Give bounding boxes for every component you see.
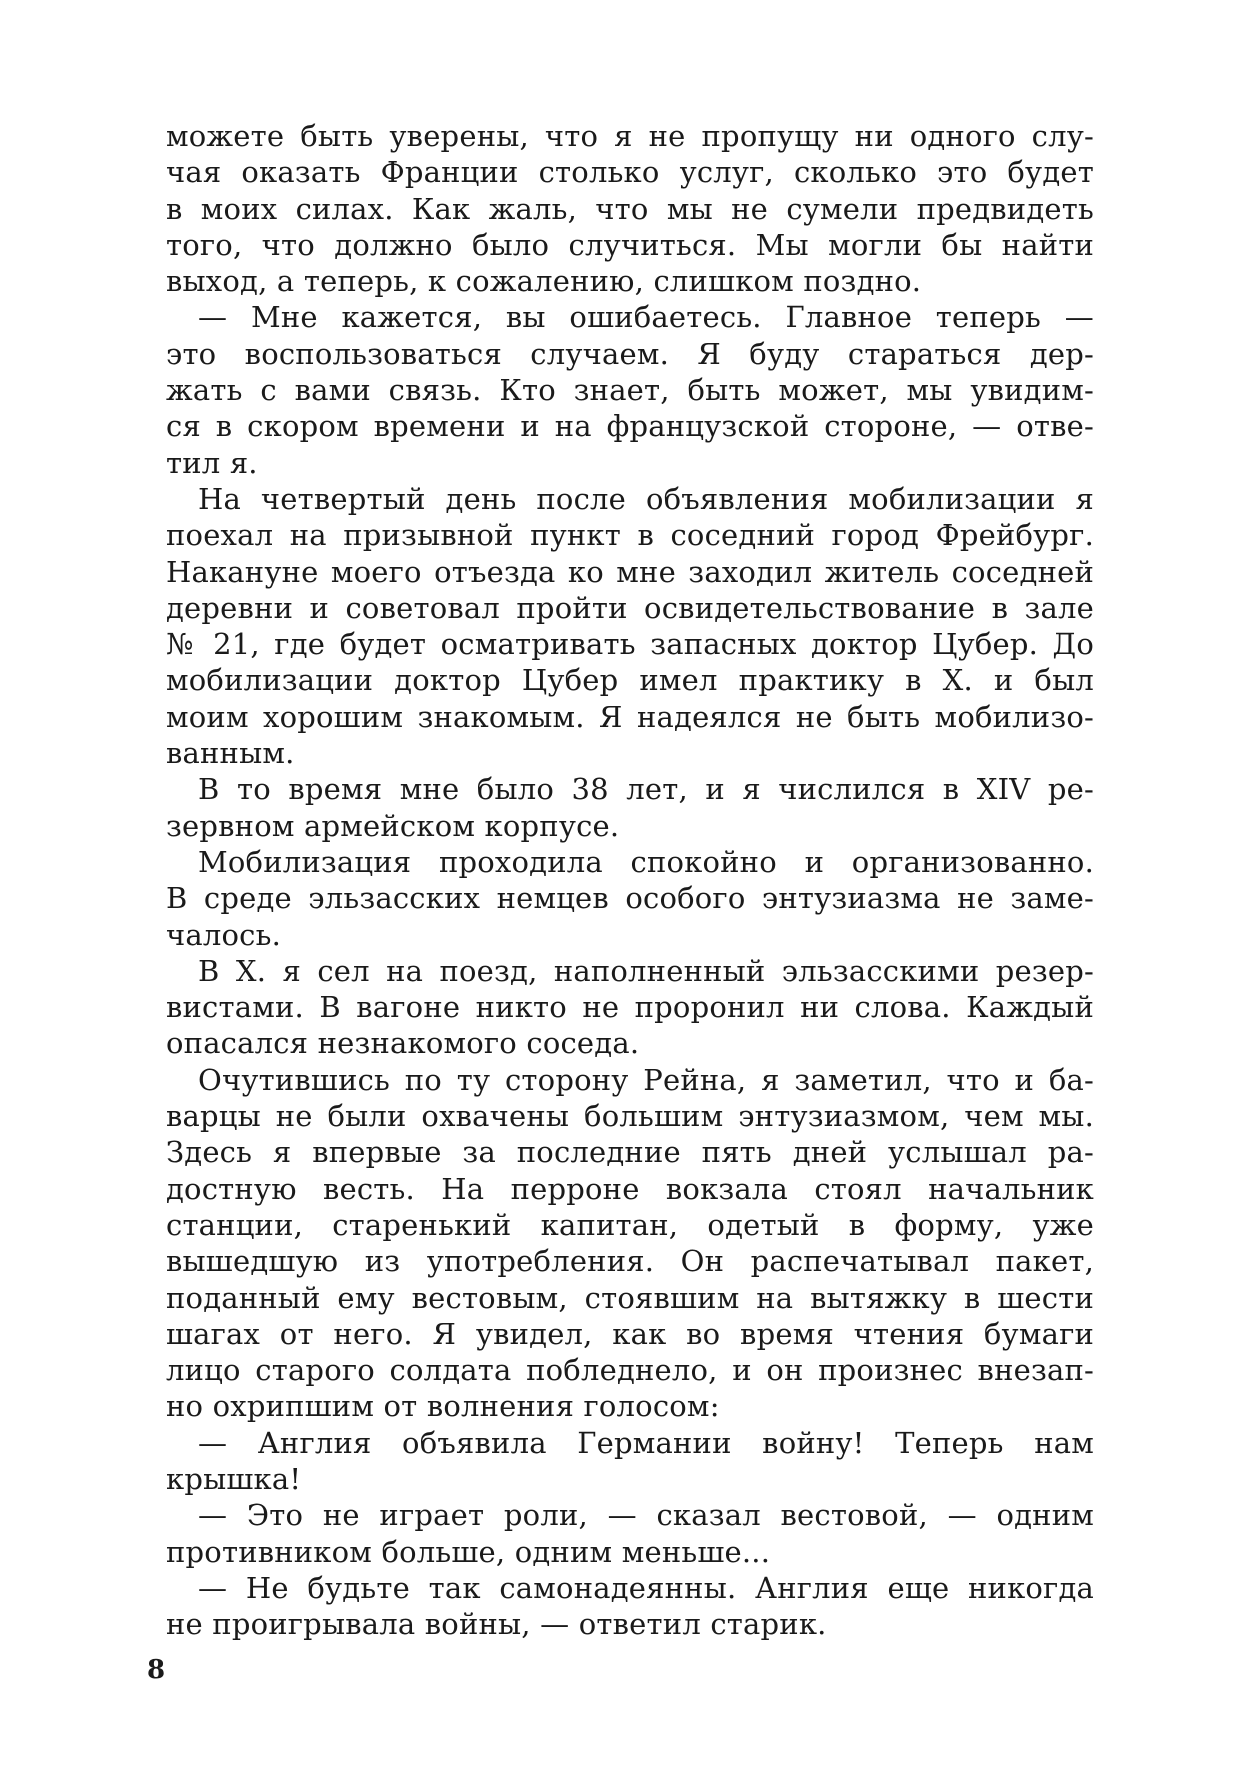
text-line: Здесь я впервые за последние пять дней услышал ра- [166,1135,1094,1170]
text-line: опасался незнакомого соседа. [166,1026,640,1061]
text-line: чалось. [166,917,281,952]
text-line: ванным. [166,736,295,771]
text-line: Очутившись по ту сторону Рейна, я заметил, что и ба- [198,1062,1094,1097]
text-line: На четвертый день после объявления мобилизации я [198,481,1094,516]
text-line: в моих силах. Как жаль, что мы не сумели предвидеть [166,191,1094,226]
text-line: тил я. [166,445,258,480]
text-line: вистами. В вагоне никто не проронил ни слова. Каждый [166,990,1094,1025]
text-line: В то время мне было 38 лет, и я числился в XIV ре- [198,772,1094,807]
text-line: шагах от него. Я увидел, как во время чтения бумаги [166,1316,1094,1351]
text-line: зервном армейском корпусе. [166,808,620,843]
text-line: крышка! [166,1461,302,1496]
text-line: варцы не были охвачены большим энтузиазмом, чем мы. [166,1099,1094,1134]
text-line: можете быть уверены, что я не пропущу ни одного слу- [166,119,1094,153]
text-line: — Англия объявила Германии войну! Теперь нам [198,1425,1094,1460]
text-line: противником больше, одним меньше... [166,1534,771,1569]
text-line: — Не будьте так самонадеянны. Англия еще никогда [198,1570,1094,1605]
text-line: не проигрывала войны, — ответил старик. [166,1607,827,1642]
text-line: вышедшую из употребления. Он распечатывал пакет, [166,1244,1094,1279]
text-line: № 21, где будет осматривать запасных доктор Цубер. До [166,627,1094,662]
text-line: поехал на призывной пункт в соседний город Фрейбург. [166,518,1094,553]
text-line: мобилизации доктор Цубер имел практику в X. и был [166,663,1094,698]
text-line: станции, старенький капитан, одетый в форму, уже [166,1207,1094,1242]
text-line: чая оказать Франции столько услуг, сколько это будет [166,155,1094,190]
text-line: лицо старого солдата побледнело, и он произнес внезап- [166,1353,1094,1388]
text-line: Накануне моего отъезда ко мне заходил житель соседней [166,554,1094,589]
text-line: ся в скором времени и на французской стороне, — отве- [166,409,1094,444]
text-line: Мобилизация проходила спокойно и организованно. [198,844,1094,879]
body-text [166,118,1094,1642]
text-line: поданный ему вестовым, стоявшим на вытяжку в шести [166,1280,1094,1315]
page-number: 8 [147,1655,166,1685]
text-line: но охрипшим от волнения голосом: [166,1389,720,1424]
text-line: — Мне кажется, вы ошибаетесь. Главное теперь — [198,300,1094,335]
text-line: достную весть. На перроне вокзала стоял начальник [166,1171,1094,1206]
text-line: моим хорошим знакомым. Я надеялся не быть мобилизо- [166,699,1094,734]
text-line: деревни и советовал пройти освидетельствование в зале [166,590,1094,625]
text-line: выход, а теперь, к сожалению, слишком поздно. [166,264,922,299]
text-line: жать с вами связь. Кто знает, быть может, мы увидим- [166,373,1094,408]
text-line: В среде эльзасских немцев особого энтузиазма не заме- [166,881,1094,916]
text-line: это воспользоваться случаем. Я буду стараться дер- [166,336,1094,371]
text-line: того, что должно было случиться. Мы могли бы найти [166,227,1094,262]
text-line: — Это не играет роли, — сказал вестовой, — одним [198,1498,1094,1533]
text-line: В X. я сел на поезд, наполненный эльзасскими резер- [198,953,1094,988]
